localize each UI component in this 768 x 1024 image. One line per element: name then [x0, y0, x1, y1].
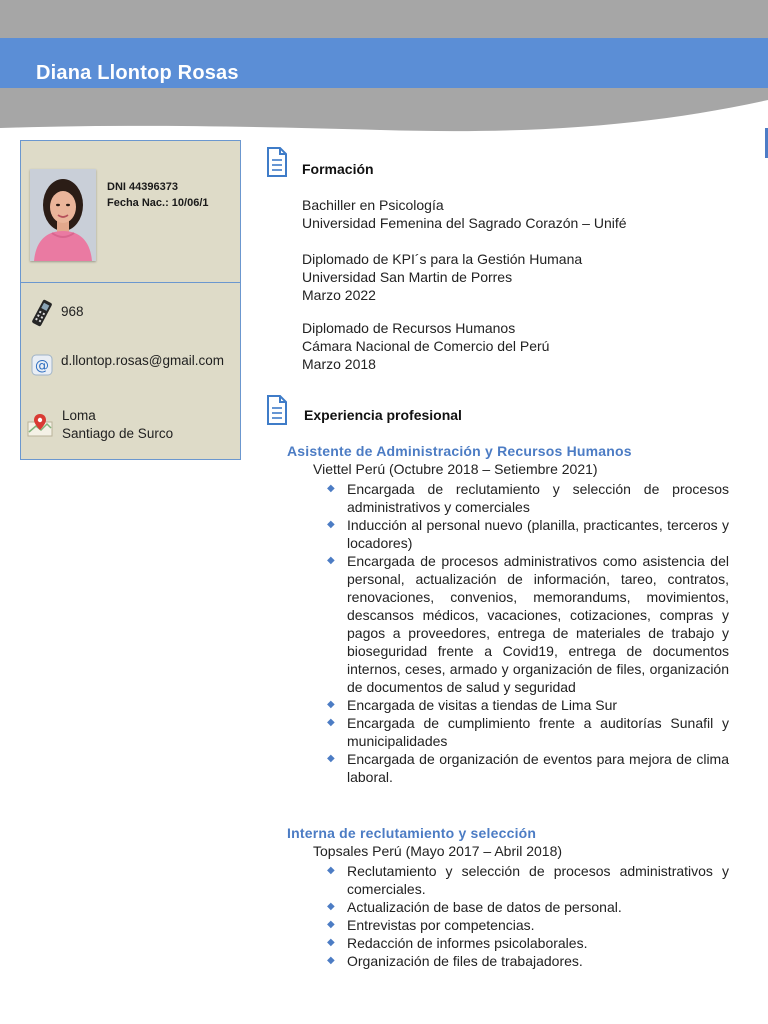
phone-number: 968 [61, 304, 84, 319]
education-title: Formación [302, 161, 374, 177]
degree: Diplomado de Recursos Humanos [302, 320, 516, 336]
location-icon [27, 412, 53, 438]
job-duties-list [323, 862, 729, 970]
header-wave [0, 88, 768, 138]
list-item: ◆ Encargada de procesos administrativos como asistencia del personal, actualización de información, tareo, contratos, renovaciones, convenios, memorandums, movimientos, descansos médicos, vacaciones, cotizaciones, compras y pagos a proveedores, entrega de materiales de trabajo y bioseguridad frente a Covid19, entrega de documentos internos, ceses, armado y organización de files, organización de documentos de salud y seguridad [327, 553, 729, 695]
bullet-icon: ◆ [327, 955, 335, 966]
document-icon [266, 395, 288, 425]
bullet-icon: ◆ [327, 753, 335, 764]
institution: Universidad Femenina del Sagrado Corazón – Unifé [302, 215, 627, 231]
bullet-icon: ◆ [327, 865, 335, 876]
candidate-name: Diana Llontop Rosas [36, 62, 239, 84]
svg-text:@: @ [35, 358, 49, 374]
id-info [107, 179, 209, 211]
card-divider [21, 282, 240, 283]
dni: DNI 44396373 [107, 181, 178, 193]
education-item [302, 319, 549, 373]
list-item: ◆ Actualización de base de datos de personal. [327, 899, 622, 915]
email-icon [31, 354, 53, 376]
bullet-icon: ◆ [327, 937, 335, 948]
list-item: ◆ Encargada de cumplimiento frente a auditorías Sunafil y municipalidades [327, 715, 729, 749]
education-item [302, 250, 582, 304]
job-position: Asistente de Administración y Recursos Humanos [287, 443, 632, 459]
email-address: d.llontop.rosas@gmail.com [61, 353, 225, 368]
bullet-icon: ◆ [327, 555, 335, 566]
address-line-1: Loma [62, 408, 96, 423]
degree: Diplomado de KPI´s para la Gestión Humana [302, 251, 583, 267]
list-item: ◆ Encargada de reclutamiento y selección de procesos administrativos y comerciales [327, 481, 729, 515]
date: Marzo 2022 [302, 287, 376, 303]
job-company: Topsales Perú (Mayo 2017 – Abril 2018) [313, 843, 563, 859]
list-item: ◆ Entrevistas por competencias. [327, 917, 535, 933]
degree: Bachiller en Psicología [302, 197, 444, 213]
address-line-2: Santiago de Surco [62, 426, 174, 441]
list-item: ◆ Inducción al personal nuevo (planilla, practicantes, terceros y locadores) [327, 517, 729, 551]
phone-icon [31, 299, 53, 327]
profile-photo [30, 169, 96, 261]
job-company: Viettel Perú (Octubre 2018 – Setiembre 2021) [313, 461, 598, 477]
bullet-icon: ◆ [327, 919, 335, 930]
header-top-bar [0, 0, 768, 38]
list-item: ◆ Redacción de informes psicolaborales. [327, 935, 588, 951]
birth-date: Fecha Nac.: 10/06/1 [107, 197, 209, 209]
experience-title: Experiencia profesional [304, 407, 462, 423]
date: Marzo 2018 [302, 356, 376, 372]
education-item [302, 196, 627, 232]
bullet-icon: ◆ [327, 901, 335, 912]
list-item: ◆ Organización de files de trabajadores. [327, 953, 583, 969]
bullet-icon: ◆ [327, 519, 335, 530]
list-item: ◆ Encargada de organización de eventos para mejora de clima laboral. [327, 751, 729, 785]
list-item: ◆ Encargada de visitas a tiendas de Lima Sur [327, 697, 618, 713]
document-icon [266, 147, 288, 177]
job-duties-list [323, 480, 729, 786]
profile-card [20, 140, 241, 460]
list-item: ◆ Reclutamiento y selección de procesos administrativos y comerciales. [327, 863, 729, 897]
bullet-icon: ◆ [327, 699, 335, 710]
institution: Cámara Nacional de Comercio del Perú [302, 338, 550, 354]
bullet-icon: ◆ [327, 483, 335, 494]
bullet-icon: ◆ [327, 717, 335, 728]
institution: Universidad San Martin de Porres [302, 269, 513, 285]
job-position: Interna de reclutamiento y selección [287, 825, 537, 841]
